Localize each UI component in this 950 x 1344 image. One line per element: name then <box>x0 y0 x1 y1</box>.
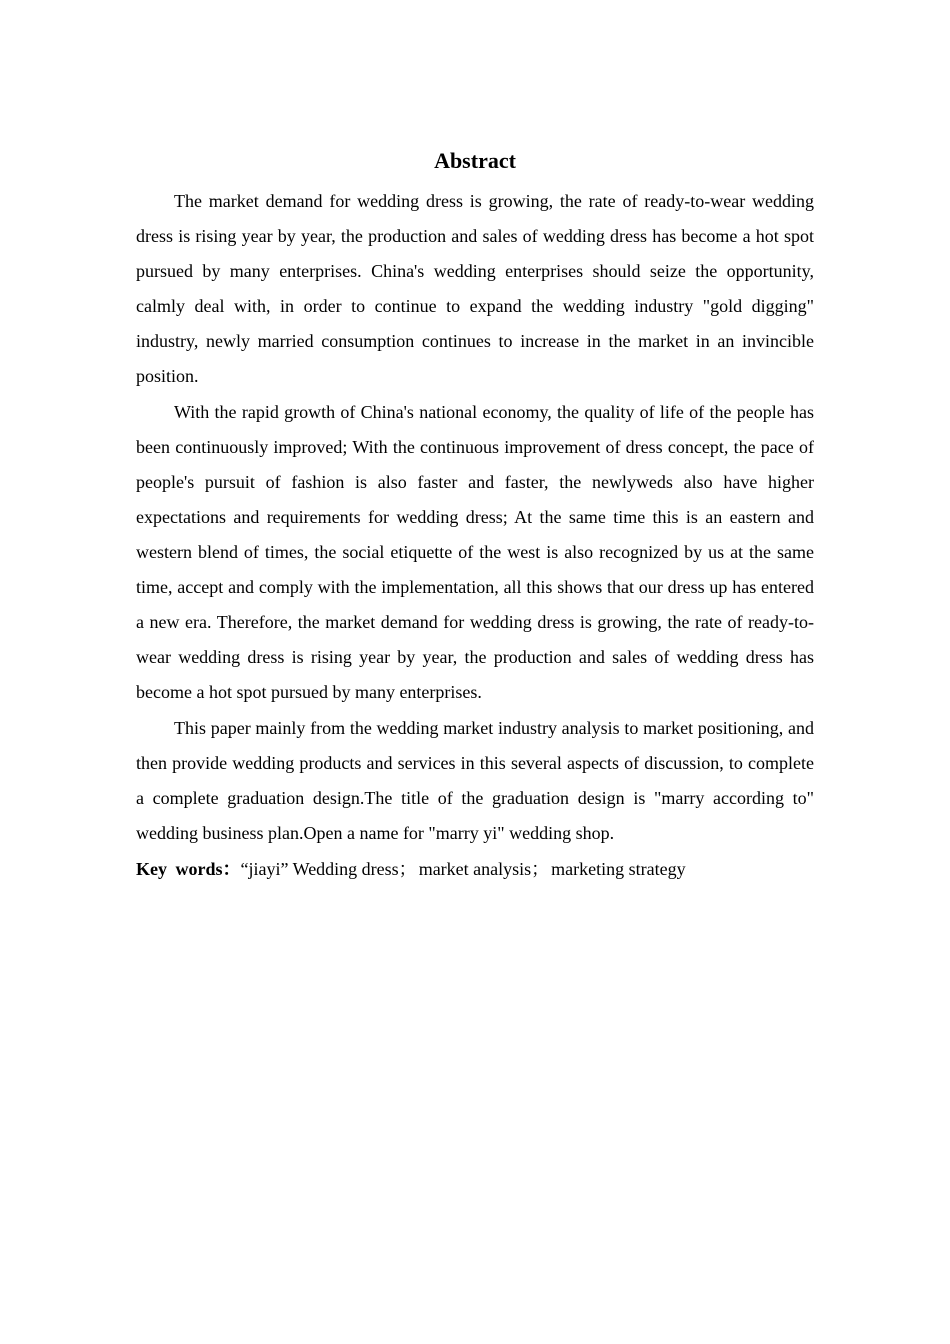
keyword-item: “jiayi” Wedding dress； <box>240 859 417 879</box>
abstract-paragraph-1: The market demand for wedding dress is growing, the rate of ready-to-wear wedding dress is rising year by year, the production and sales of wedding dress has become a hot spot pursued by many enterprises. China's wedding enterprises should seize the opportunity, calmly deal with, in order to continue to expand the wedding industry "gold digging" industry, newly married consumption continues to increase in the market in an invincible position. <box>136 191 814 386</box>
keyword-item: marketing strategy <box>551 859 686 879</box>
abstract-page <box>136 146 814 887</box>
keywords-line <box>136 852 814 887</box>
abstract-paragraph-2: With the rapid growth of China's national economy, the quality of life of the people has been continuously improved; With the continuous improvement of dress concept, the pace of people's pursuit of fashion is also faster and faster, the newlyweds also have higher expectations and requirements for wedding dress; At the same time this is an eastern and western blend of times, the social etiquette of the west is also recognized by us at the same time, accept and comply with the implementation, all this shows that our dress up has entered a new era. Therefore, the market demand for wedding dress is growing, the rate of ready-to-wear wedding dress is rising year by year, the production and sales of wedding dress has become a hot spot pursued by many enterprises. <box>136 402 814 702</box>
keywords-label: Key words： <box>136 859 241 879</box>
keyword-item: market analysis； <box>418 859 550 879</box>
page-title: Abstract <box>434 148 516 173</box>
abstract-paragraph-3: This paper mainly from the wedding market industry analysis to market positioning, and then provide wedding products and services in this several aspects of discussion, to complete a complete graduation design.The title of the graduation design is "marry according to" wedding business plan.Open a name for "marry yi" wedding shop. <box>136 718 814 843</box>
